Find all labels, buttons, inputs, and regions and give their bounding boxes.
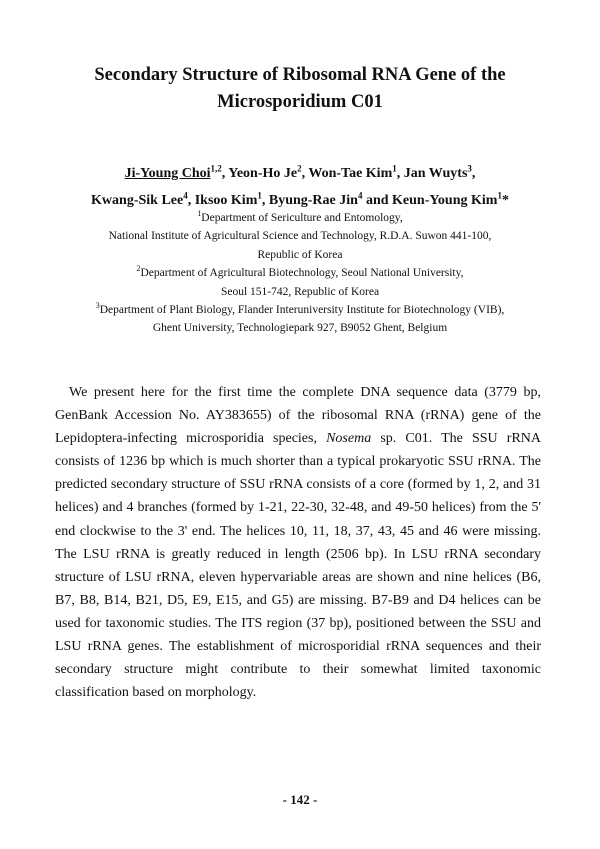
author-name: Yeon-Ho Je — [228, 166, 298, 181]
affiliation-text: Department of Plant Biology, Flander Interuniversity Institute for Biotechnology (VIB), — [99, 304, 505, 317]
affiliation-sup: 3 — [95, 301, 100, 311]
abstract-paragraph — [55, 381, 541, 704]
author-name: Jan Wuyts — [403, 166, 468, 181]
abstract-text-2: sp. C01. The SSU rRNA consists of 1236 bp which is much shorter than a typical prokaryotic SSU rRNA. The predicted secondary structure of SSU rRNA consists of a core (formed by 1, 2, and 31 helices) and 4 branches (formed by 1-21, 22-30, 32-48, and 49-50 helices) from the 5' end clockwise to the 3' end. The helices 10, 11, 18, 37, 43, 45 and 46 were missing. The LSU rRNA is greatly reduced in length (2506 bp). In LSU rRNA secondary structure of LSU rRNA, eleven hypervariable areas are shown and nine helices (B6, B7, B8, B14, B21, D5, E9, E15, and G5) are missing. B7-B9 and D4 helices can be used for taxonomic studies. The ITS region (37 bp), positioned between the SSU and LSU rRNA genes. The establishment of microsporidial rRNA sequences and their secondary structure might contribute to their somewhat limited taxonomic classification based on morphology. — [55, 431, 541, 701]
author-affil-sup: 4 — [183, 190, 188, 201]
author-separator: , — [221, 166, 229, 181]
corresponding-author-mark: * — [501, 193, 509, 208]
author-separator: , — [301, 166, 309, 181]
affiliation-line — [40, 209, 560, 227]
author-separator: , — [261, 193, 269, 208]
author-separator: , — [396, 166, 404, 181]
author-line-1 — [40, 160, 560, 187]
affiliation-line: Ghent University, Technologiepark 927, B9052 Ghent, Belgium — [152, 322, 448, 335]
author-name: Byung-Rae Jin — [268, 193, 358, 208]
author-name: Kwang-Sik Lee — [91, 193, 184, 208]
author-separator: and — [362, 193, 393, 208]
author-name: Iksoo Kim — [194, 193, 258, 208]
affiliations — [40, 209, 560, 338]
author-affil-sup: 1 — [257, 190, 262, 201]
affiliation-line: National Institute of Agricultural Science and Technology, R.D.A. Suwon 441-100, — [108, 230, 492, 243]
author-affil-sup: 1,2 — [210, 163, 222, 174]
affiliation-line: Seoul 151-742, Republic of Korea — [220, 285, 380, 298]
author-name: Won-Tae Kim — [308, 166, 393, 181]
author-list — [40, 160, 560, 214]
affiliation-text: Department of Agricultural Biotechnology, Seoul National University, — [140, 267, 464, 280]
title-line-1: Secondary Structure of Ribosomal RNA Gene of the — [94, 65, 506, 85]
author-affil-sup: 1 — [392, 163, 397, 174]
affiliation-sup: 1 — [197, 209, 202, 219]
title-line-2: Microsporidium C01 — [217, 92, 383, 112]
affiliation-line — [40, 301, 560, 319]
author-separator: , — [471, 166, 476, 181]
author-affil-sup: 4 — [357, 190, 363, 201]
affiliation-sup: 2 — [136, 264, 141, 274]
page-number: - 142 - — [282, 792, 318, 807]
author-affil-sup: 1 — [497, 190, 502, 201]
author-affil-sup: 3 — [467, 163, 472, 174]
paper-title — [40, 62, 560, 116]
author-separator: , — [187, 193, 195, 208]
author-name: Ji-Young Choi — [124, 166, 211, 181]
affiliation-text: Department of Sericulture and Entomology, — [201, 212, 403, 224]
author-affil-sup: 2 — [297, 163, 302, 174]
abstract-text-1: We present here for the first time the complete DNA sequence data (3779 bp, GenBank Accession No. AY383655) of the ribosomal RNA (rRNA) gene of the Lepidoptera-infecting microsporidia species, — [55, 385, 541, 447]
affiliation-line: Republic of Korea — [257, 248, 343, 261]
affiliation-line — [40, 264, 560, 282]
species-name: Nosema — [326, 431, 372, 447]
author-name: Keun-Young Kim — [392, 193, 498, 208]
